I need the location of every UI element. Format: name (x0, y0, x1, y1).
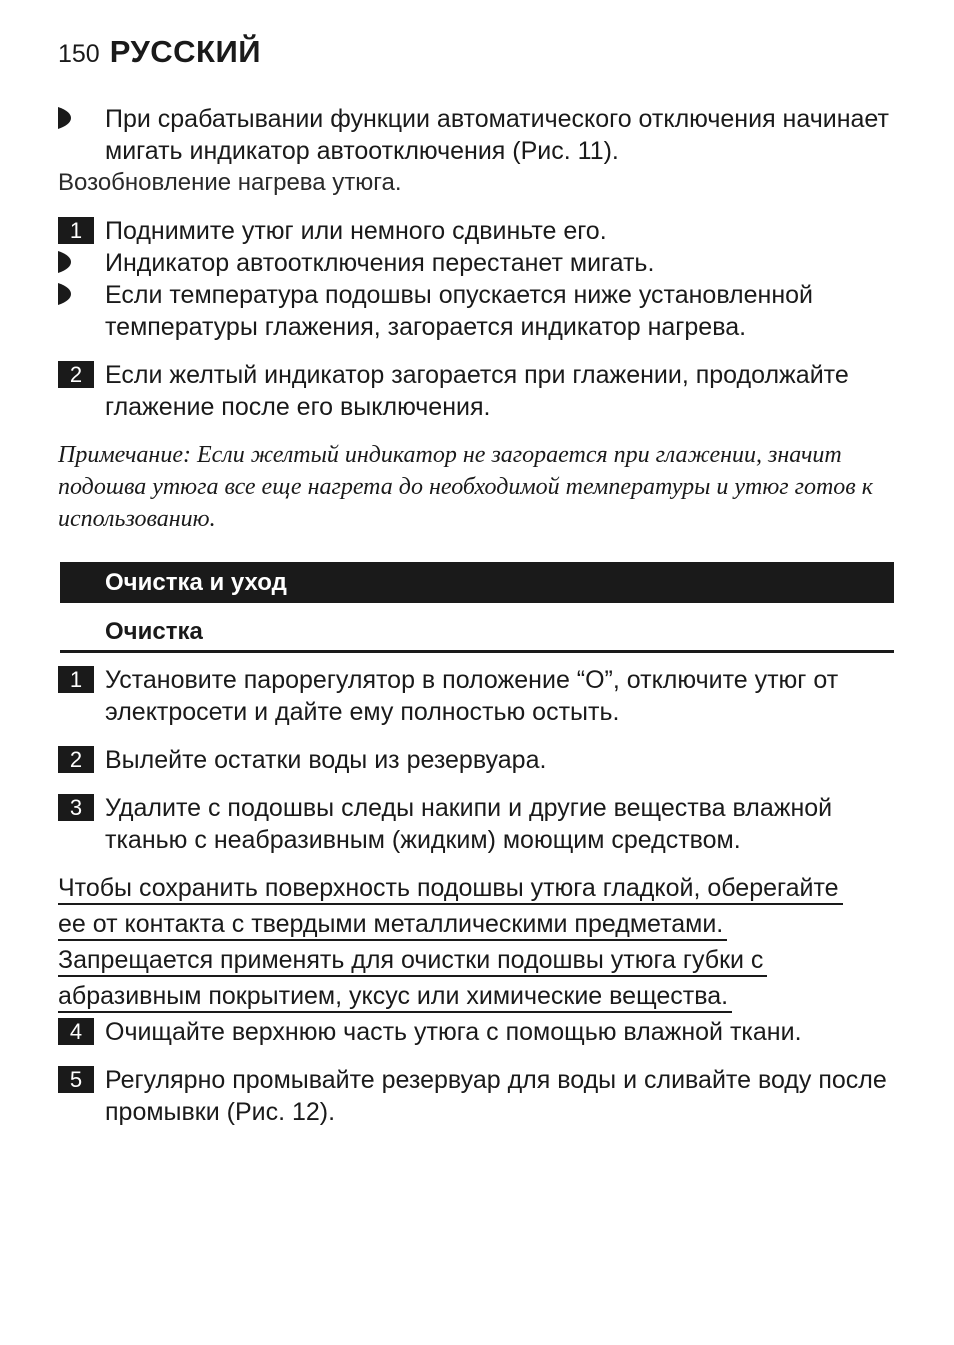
triangle-bullet-icon (58, 251, 71, 273)
section-title: Очистка и уход (105, 569, 287, 596)
step-number: 3 (58, 794, 94, 821)
step-number: 1 (58, 666, 94, 693)
warning-line: Запрещается применять для очистки подошвы утюга губки с (58, 946, 767, 977)
cleaning-step-4 (58, 1016, 898, 1048)
note-paragraph: Примечание: Если желтый индикатор не загорается при глажении, значит подошва утюга все еще нагрета до необходимой температуры и утюг готов к использованию. (58, 442, 873, 532)
warning-block (58, 872, 903, 1016)
step-text: Поднимите утюг или немного сдвиньте его. (105, 217, 607, 245)
warning-line: Чтобы сохранить поверхность подошвы утюга гладкой, оберегайте (58, 874, 843, 905)
step-number: 5 (58, 1066, 94, 1093)
bullet-text: Если температура подошвы опускается ниже установленной температуры глажения, загорается индикатор нагрева. (105, 281, 813, 341)
step-text: Вылейте остатки воды из резервуара. (105, 746, 547, 774)
bullet-text: Индикатор автоотключения перестанет мигать. (105, 249, 655, 277)
step-resume-1 (58, 215, 898, 247)
cleaning-step-1 (58, 664, 898, 728)
bullet-stop-blink (58, 247, 898, 279)
cleaning-step-3 (58, 792, 898, 856)
bullet-text: При срабатывании функции автоматического отключения начинает мигать индикатор автоотключения (Рис. 11). (105, 105, 889, 165)
step-text: Очищайте верхнюю часть утюга с помощью влажной ткани. (105, 1018, 802, 1046)
page-header (58, 34, 261, 74)
section-title-bar (60, 562, 894, 603)
subsection-title: Очистка (105, 618, 203, 645)
triangle-bullet-icon (58, 283, 71, 305)
step-text: Если желтый индикатор загорается при глажении, продолжайте глажение после его выключения. (105, 361, 849, 421)
step-text: Удалите с подошвы следы накипи и другие вещества влажной тканью с неабразивным (жидким) моющим средством. (105, 794, 833, 854)
bullet-temp-drop (58, 279, 898, 343)
resume-heading: Возобновление нагрева утюга. (58, 169, 402, 196)
step-text: Регулярно промывайте резервуар для воды и сливайте воду после промывки (Рис. 12). (105, 1066, 887, 1126)
step-resume-2 (58, 359, 898, 423)
step-number: 1 (58, 217, 94, 244)
subsection-heading (60, 614, 894, 653)
warning-line: ее от контакта с твердыми металлическими предметами. (58, 910, 727, 941)
warning-line: абразивным покрытием, уксус или химические вещества. (58, 982, 732, 1013)
bullet-auto-off (58, 103, 898, 167)
step-number: 2 (58, 746, 94, 773)
language-title: РУССКИЙ (109, 34, 262, 69)
step-text: Установите парорегулятор в положение “O”, отключите утюг от электросети и дайте ему полностью остыть. (105, 666, 839, 726)
step-number: 4 (58, 1018, 94, 1045)
cleaning-step-5 (58, 1064, 898, 1128)
page-number: 150 (58, 40, 100, 68)
cleaning-step-2 (58, 744, 898, 776)
triangle-bullet-icon (58, 107, 71, 129)
step-number: 2 (58, 361, 94, 388)
